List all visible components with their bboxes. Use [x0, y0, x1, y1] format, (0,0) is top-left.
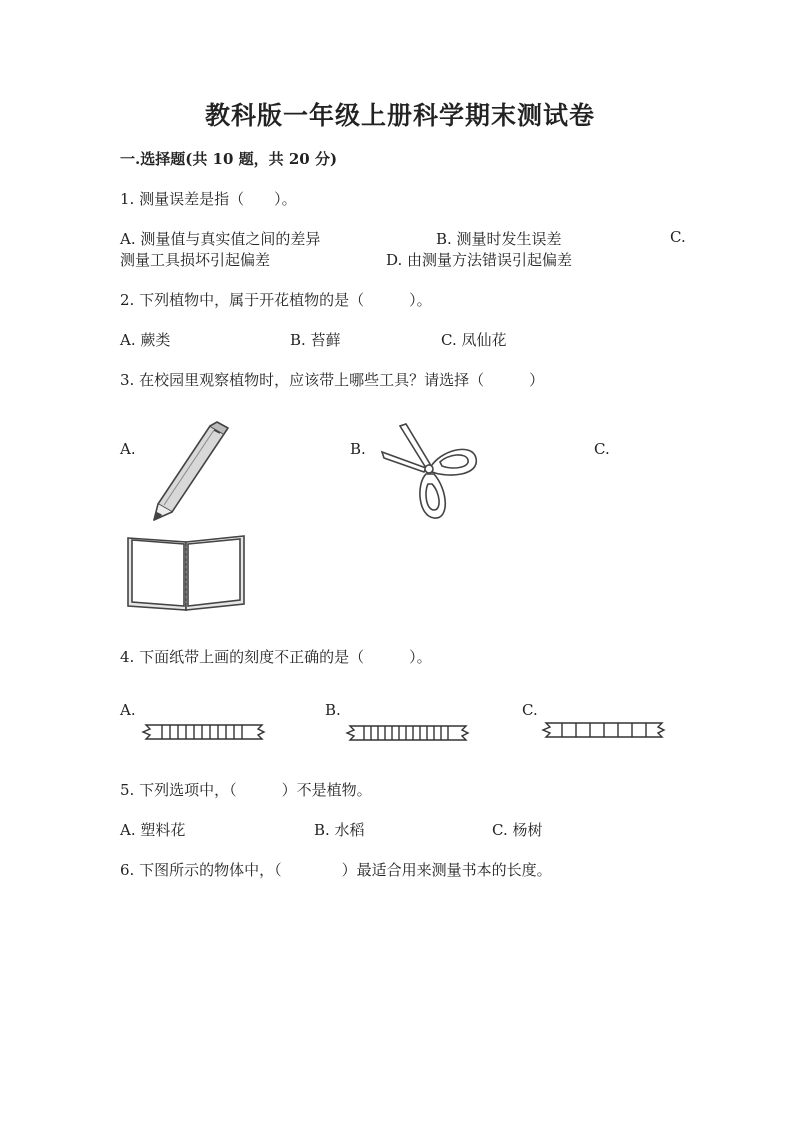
- page-title: 教科版一年级上册科学期末测试卷: [204, 101, 595, 130]
- paper-strip-a: [140, 721, 270, 743]
- question-3-option-c: C.: [594, 440, 610, 458]
- question-1-option-c-text: 测量工具损坏引起偏差: [120, 251, 271, 269]
- question-3-option-a: A.: [120, 440, 136, 458]
- question-3-stem: 3. 在校园里观察植物时，应该带上哪些工具？请选择（ ）: [120, 371, 545, 389]
- question-4-stem: 4. 下面纸带上画的刻度不正确的是（ ）。: [120, 648, 432, 666]
- scissors-icon: [378, 420, 480, 520]
- question-5-option-b: B. 水稻: [314, 821, 365, 839]
- question-1-option-b: B. 测量时发生误差: [436, 230, 562, 248]
- question-5-option-c: C. 杨树: [492, 821, 543, 839]
- question-4-option-a: A.: [120, 701, 136, 719]
- question-3-option-b: B.: [350, 440, 366, 458]
- section-heading: 一.选择题(共 10 题，共 20 分): [120, 150, 338, 168]
- paper-strip-b: [342, 722, 474, 744]
- question-2-option-a: A. 蕨类: [120, 331, 171, 349]
- question-2-stem: 2. 下列植物中，属于开花植物的是（ ）。: [120, 291, 432, 309]
- question-4-option-c: C.: [522, 701, 538, 719]
- question-6-stem: 6. 下图所示的物体中，（ ）最适合用来测量书本的长度。: [120, 861, 552, 879]
- notebook-icon: [126, 532, 246, 612]
- paper-strip-c: [540, 719, 670, 741]
- question-5-option-a: A. 塑料花: [120, 821, 186, 839]
- question-5-stem: 5. 下列选项中，（ ）不是植物。: [120, 781, 372, 799]
- pencil-icon: [150, 420, 230, 525]
- question-2-option-b: B. 苔藓: [290, 331, 341, 349]
- question-4-option-b: B.: [325, 701, 341, 719]
- question-1-option-d: D. 由测量方法错误引起偏差: [386, 251, 573, 269]
- question-2-option-c: C. 凤仙花: [441, 331, 507, 349]
- question-1-option-a: A. 测量值与真实值之间的差异: [120, 230, 321, 248]
- question-1-option-c: C.: [670, 228, 686, 246]
- question-1-stem: 1. 测量误差是指（ ）。: [120, 190, 297, 208]
